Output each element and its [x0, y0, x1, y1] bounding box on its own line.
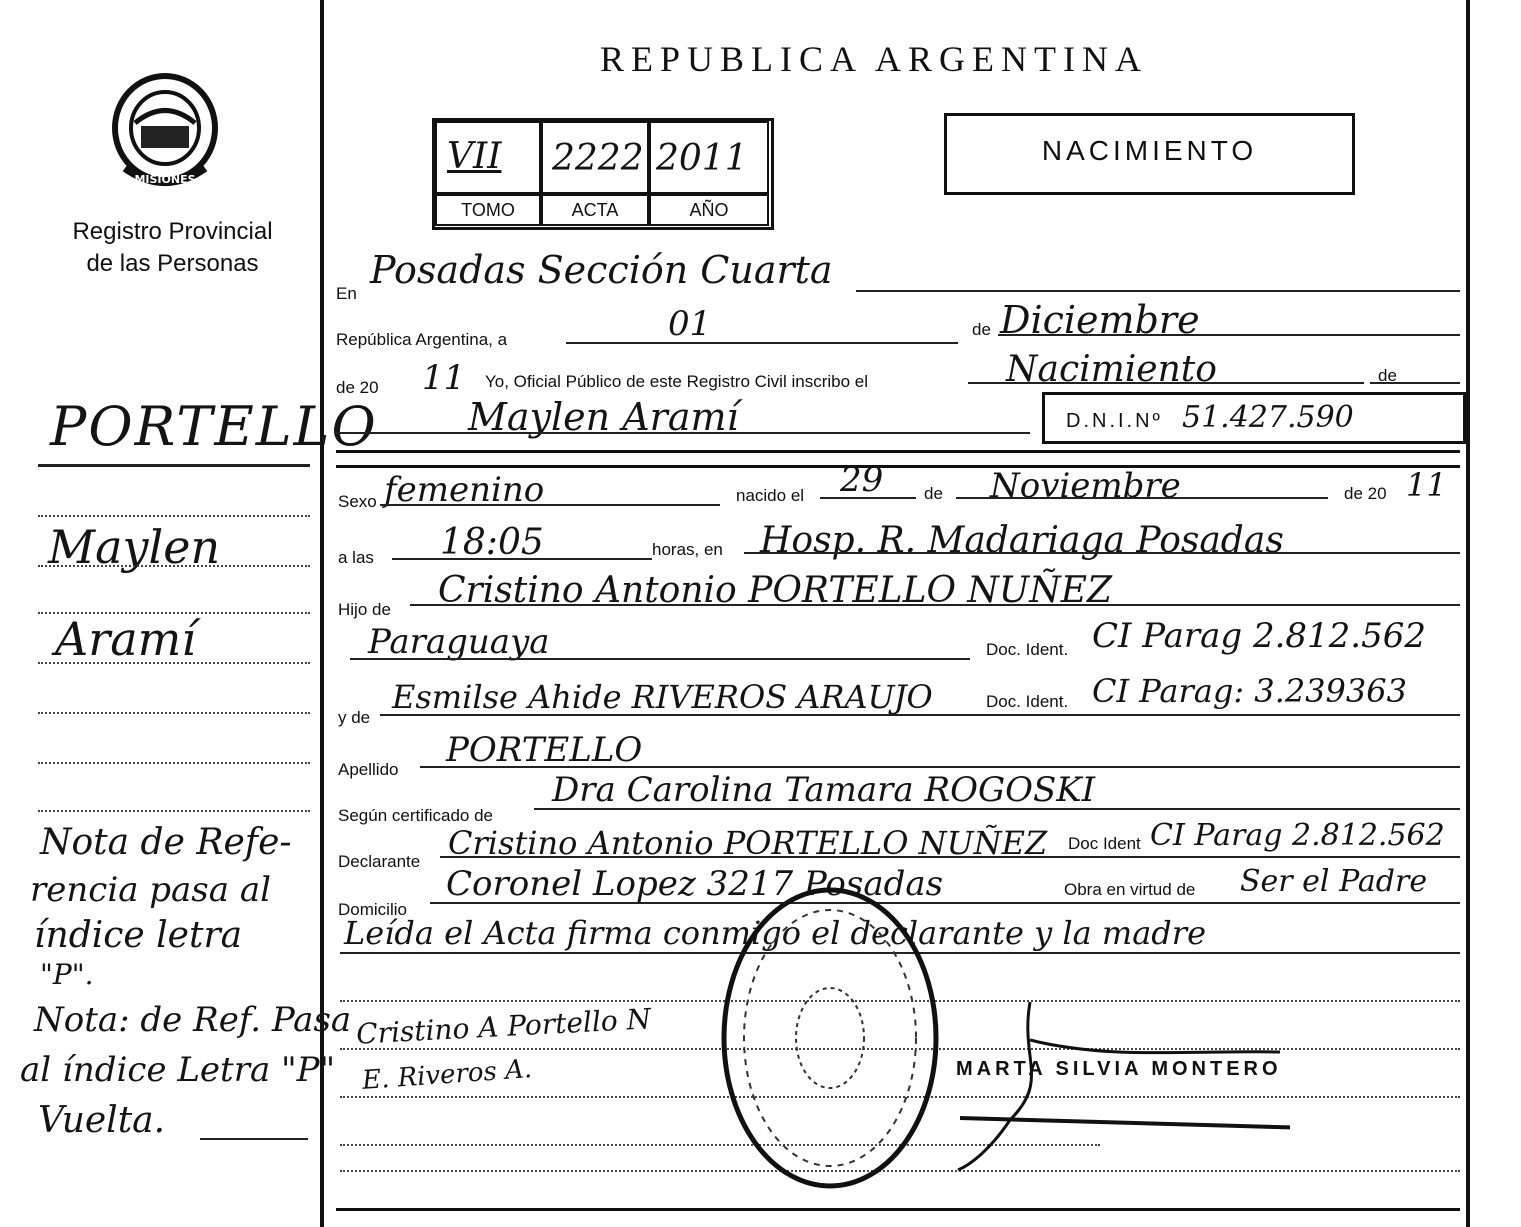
- row5-rule-b: [820, 497, 916, 499]
- row8-rule: [350, 658, 970, 660]
- margin-note-line4: "P".: [40, 958, 94, 991]
- dia-value: 01: [668, 304, 712, 344]
- row7-rule: [410, 604, 1460, 606]
- nac-mes-value: Noviembre: [990, 466, 1181, 506]
- margin-line-5: [38, 712, 310, 714]
- declarante-doc-label: Doc Ident: [1068, 834, 1141, 853]
- record-type-label: NACIMIENTO: [1041, 135, 1258, 166]
- padre-doc-value: CI Parag 2.812.562: [1092, 616, 1427, 656]
- row1-rule: [856, 290, 1460, 292]
- margin-line-6: [38, 762, 310, 764]
- margin-line-4: [38, 662, 310, 664]
- margin-line-2: [38, 565, 310, 567]
- oficial-stamp: MARTA SILVIA MONTERO: [956, 1058, 1282, 1080]
- margin-note-end-rule: [200, 1138, 308, 1140]
- padre-nac-value: Paraguaya: [368, 622, 550, 662]
- margin-surname: PORTELLO: [50, 395, 378, 458]
- lugar-value: Posadas Sección Cuarta: [370, 248, 833, 292]
- apellido-value: PORTELLO: [446, 730, 643, 770]
- nac-de-label: de: [924, 484, 943, 503]
- row2-rule-a: [566, 342, 958, 344]
- section-divider-top-2: [336, 465, 1460, 468]
- section-divider-bottom: [336, 1208, 1460, 1211]
- oficial-label: Yo, Oficial Público de este Registro Civil inscribo el: [485, 372, 868, 391]
- row2-rule-b: [998, 334, 1460, 336]
- margin-note-line5: Nota: de Ref. Pasa: [34, 1000, 352, 1040]
- office-name-line1: Registro Provincial: [72, 218, 273, 245]
- hecho-de-label: de: [1378, 366, 1397, 385]
- margin-note-line2: rencia pasa al: [30, 870, 271, 910]
- padre-doc-label: Doc. Ident.: [986, 640, 1069, 659]
- sexo-label: Sexo: [338, 492, 377, 511]
- acta-value: 2222: [552, 138, 644, 179]
- madre-doc-value: CI Parag: 3.239363: [1092, 672, 1407, 710]
- hecho-value: Nacimiento: [1006, 349, 1217, 390]
- domicilio-label: Domicilio: [338, 900, 407, 919]
- obra-label: Obra en virtud de: [1064, 880, 1196, 899]
- margin-note-line1: Nota de Refe-: [40, 822, 292, 863]
- margin-line-7: [38, 810, 310, 812]
- firma-padre: Cristino A Portello N: [355, 1002, 652, 1051]
- margin-line-3: [38, 612, 310, 614]
- mes-value: Diciembre: [1000, 298, 1200, 342]
- nac-dia-value: 29: [840, 460, 884, 500]
- oficial-signature: [930, 1000, 1290, 1180]
- hora-value: 18:05: [440, 522, 544, 563]
- row5-rule-c: [956, 497, 1328, 499]
- row13-rule: [430, 902, 1460, 904]
- firma-madre: E. Riveros A.: [361, 1054, 534, 1096]
- anio-value: 2011: [656, 138, 748, 179]
- madre-value: Esmilse Ahide RIVEROS ARAUJO: [392, 678, 933, 716]
- declarante-value: Cristino Antonio PORTELLO NUÑEZ: [448, 824, 1048, 862]
- republica-label: República Argentina, a: [336, 330, 508, 349]
- margin-line-1: [38, 515, 310, 517]
- official-round-stamp: [715, 880, 945, 1196]
- nombre-value: Maylen Aramí: [468, 395, 739, 439]
- apellido-label: Apellido: [338, 760, 399, 779]
- row4-rule: [336, 432, 1030, 434]
- row3-rule: [968, 382, 1364, 384]
- acta-label: ACTA: [571, 200, 619, 220]
- obra-value: Ser el Padre: [1240, 864, 1428, 899]
- nacido-label: nacido el: [736, 486, 805, 505]
- declarante-label: Declarante: [338, 852, 421, 871]
- a-las-label: a las: [338, 548, 374, 567]
- row3-rule-end: [1370, 382, 1460, 384]
- segun-label: Según certificado de: [338, 806, 493, 825]
- margin-name2: Aramí: [55, 612, 196, 666]
- margin-note-line6: al índice Letra "P": [20, 1050, 336, 1090]
- horas-en-label: horas, en: [652, 540, 723, 559]
- medico-value: Dra Carolina Tamara ROGOSKI: [552, 770, 1096, 810]
- svg-text:MISIONES: MISIONES: [134, 173, 196, 186]
- madre-doc-label: Doc. Ident.: [986, 692, 1069, 711]
- row5-rule-a: [380, 504, 720, 506]
- left-frame-rule: [320, 0, 324, 1227]
- right-frame-rule: [1466, 0, 1470, 1227]
- provincial-seal-logo: [105, 68, 225, 196]
- office-name-line2: de las Personas: [86, 250, 259, 277]
- dni-label: D.N.I.Nº: [1066, 410, 1163, 432]
- sexo-value: femenino: [384, 470, 545, 510]
- row6-rule-a: [392, 558, 652, 560]
- lugar-nac-value: Hosp. R. Madariaga Posadas: [760, 520, 1284, 561]
- domicilio-value: Coronel Lopez 3217 Posadas: [446, 864, 944, 904]
- section-divider-top: [336, 450, 1460, 453]
- nac-anio-value: 11: [1406, 466, 1447, 504]
- en-label: En: [336, 284, 357, 303]
- mes-de-label: de: [972, 320, 991, 339]
- margin-name1: Maylen: [48, 520, 221, 574]
- row12-rule: [440, 856, 1460, 858]
- row6-rule-b: [744, 552, 1460, 554]
- country-title: REPUBLICA ARGENTINA: [600, 39, 1149, 79]
- hijo-de-label: Hijo de: [338, 600, 391, 619]
- dni-value: 51.427.590: [1182, 400, 1354, 435]
- margin-note-line7: Vuelta.: [38, 1100, 166, 1141]
- margin-note-line3: índice letra: [34, 915, 243, 956]
- anio-label: AÑO: [689, 200, 729, 220]
- row9-rule: [380, 714, 1460, 716]
- tomo-value: VII: [447, 136, 502, 177]
- row11-rule: [534, 808, 1460, 810]
- margin-surname-underline: [38, 464, 310, 467]
- y-de-label: y de: [338, 708, 371, 727]
- padre-value: Cristino Antonio PORTELLO NUÑEZ: [438, 570, 1113, 611]
- tomo-label: TOMO: [461, 200, 515, 220]
- declarante-doc-value: CI Parag 2.812.562: [1150, 818, 1445, 853]
- lectura-value: Leída el Acta firma conmigo el declarante y la madre: [344, 914, 1206, 952]
- row10-rule: [420, 766, 1460, 768]
- anio-short-value: 11: [422, 358, 466, 398]
- de20-label: de 20: [336, 378, 379, 397]
- nac-de20-label: de 20: [1344, 484, 1387, 503]
